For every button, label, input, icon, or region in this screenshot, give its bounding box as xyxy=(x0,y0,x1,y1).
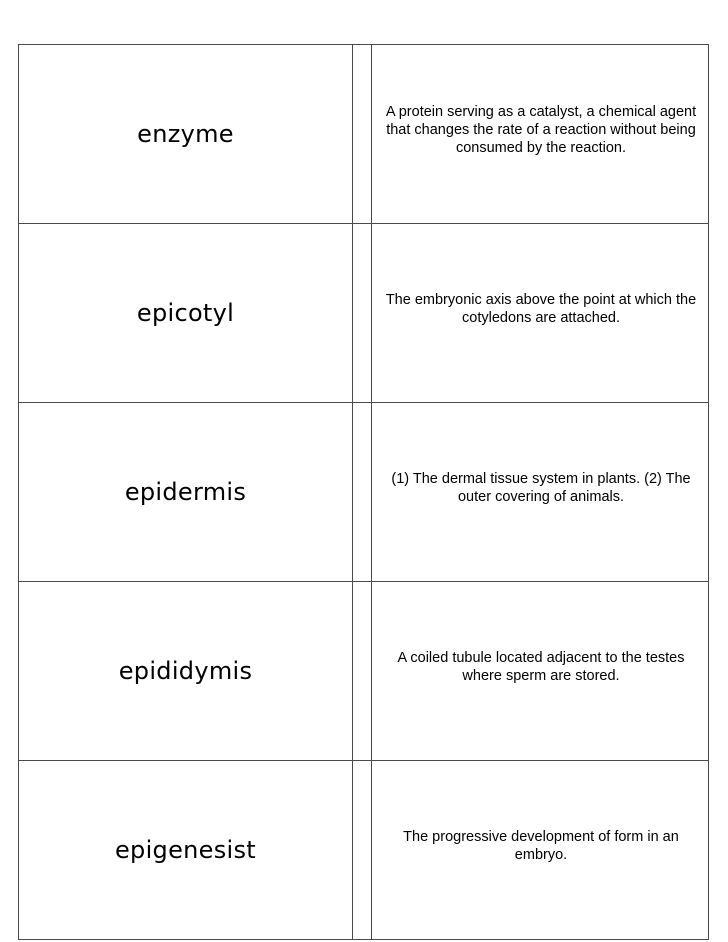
flashcard-sheet xyxy=(18,44,709,940)
fold-gap xyxy=(353,582,372,761)
flashcard-definition: The embryonic axis above the point at which the cotyledons are attached. xyxy=(372,224,709,403)
flashcard-term: epicotyl xyxy=(19,224,353,403)
flashcard-definition: A protein serving as a catalyst, a chemical agent that changes the rate of a reaction without being consumed by the reaction. xyxy=(372,45,709,224)
flashcard-definition: The progressive development of form in an embryo. xyxy=(372,761,709,940)
fold-gap xyxy=(353,761,372,940)
flashcard-row xyxy=(19,582,709,761)
flashcard-definition: A coiled tubule located adjacent to the testes where sperm are stored. xyxy=(372,582,709,761)
flashcard-row xyxy=(19,403,709,582)
flashcard-row xyxy=(19,224,709,403)
flashcard-term: epidermis xyxy=(19,403,353,582)
flashcard-term: enzyme xyxy=(19,45,353,224)
flashcard-definition: (1) The dermal tissue system in plants. (2) The outer covering of animals. xyxy=(372,403,709,582)
flashcard-row xyxy=(19,45,709,224)
fold-gap xyxy=(353,45,372,224)
fold-gap xyxy=(353,403,372,582)
flashcard-term: epididymis xyxy=(19,582,353,761)
flashcard-term: epigenesist xyxy=(19,761,353,940)
fold-gap xyxy=(353,224,372,403)
flashcard-row xyxy=(19,761,709,940)
